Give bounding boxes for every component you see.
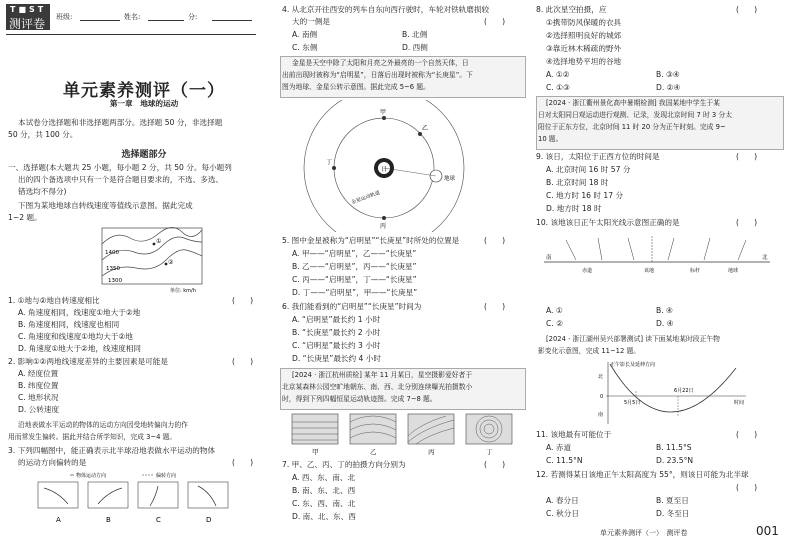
header-divider [6, 34, 256, 35]
option[interactable]: A. 经度位置 [18, 369, 59, 378]
shadow-change-figure [596, 358, 756, 428]
statement: ④选择地势平坦的谷地 [546, 57, 622, 66]
question-stem: 4. 从北京开往西安的列车自东向西行驶时，车轮对铁轨磨损较 [282, 5, 490, 14]
position-label: 丁 [326, 159, 333, 166]
option[interactable]: D. ④ [656, 319, 674, 328]
date-label: 6月22日 [674, 388, 694, 394]
answer-paren[interactable]: ( ) [232, 357, 254, 366]
option[interactable]: A. 甲——“启明星”，乙——“长庚星” [292, 249, 417, 258]
direction-label: 南 [546, 255, 552, 261]
option[interactable]: D. 地方时 18 时 [546, 204, 602, 213]
answer-paren[interactable]: ( ) [736, 218, 758, 227]
question-stem: 9. 该日，太阳位于正西方位的时间是 [536, 152, 660, 161]
option[interactable]: B. ③④ [656, 70, 680, 79]
option[interactable]: B. 北侧 [402, 30, 428, 39]
answer-paren[interactable]: ( ) [232, 296, 254, 305]
answer-paren[interactable]: ( ) [736, 5, 758, 14]
answer-paren[interactable]: ( ) [484, 302, 506, 311]
figure-label: 地球 [728, 268, 739, 274]
answer-paren[interactable]: ( ) [736, 152, 758, 161]
intro-line: 本试卷分选择题和非选择题两部分。选择题 50 分，非选择题 [18, 118, 223, 127]
option[interactable]: D. 西侧 [402, 43, 428, 52]
fig1-intro: 1~2 题。 [8, 213, 42, 222]
axis-label: 时间 [734, 400, 745, 406]
part-heading: 错选均不得分) [18, 187, 67, 196]
column-middle [276, 0, 528, 554]
option[interactable]: D. 23.5°N [656, 456, 694, 465]
option[interactable]: B. ④ [656, 306, 673, 315]
option[interactable]: B. 南、东、北、西 [292, 486, 356, 495]
deflection-figure [30, 470, 240, 528]
legend-label: 物体运动方向 [76, 473, 107, 479]
date-label: 5月5日 [624, 400, 641, 406]
section-title: 选择题部分 [121, 150, 167, 160]
option[interactable]: C. 角速度和线速度①地均大于②地 [18, 332, 133, 341]
passage: 影变化示意图，完成 11~12 题。 [538, 347, 641, 355]
option[interactable]: A. 角速度相同，线速度①地大于②地 [18, 308, 141, 317]
page-title: 单元素养测评（一） [63, 81, 225, 101]
photo-label: 丁 [486, 448, 493, 456]
option-letter[interactable]: D [206, 516, 212, 524]
passage: 10 题。 [538, 135, 563, 143]
name-blank[interactable] [148, 20, 184, 21]
option[interactable]: C. 11.5°N [546, 456, 583, 465]
option[interactable]: D. 公转速度 [18, 405, 60, 414]
option[interactable]: D. 丁——“启明星”，甲——“长庚星” [292, 288, 418, 297]
question-stem: 2. 影响①②两地线速度差异的主要因素是可能是 [8, 357, 168, 366]
question-stem: 大的一侧是 [292, 17, 330, 26]
question-stem: 5. 图中金星被称为“启明星”“长庚星”时所处的位置是 [282, 236, 460, 245]
score-label: 分: [188, 13, 198, 21]
passage: 金星是天空中除了太阳和月亮之外最亮的一个自然天体，日 [292, 59, 469, 67]
part-heading: 一、选择题(本大题共 25 小题，每小题 2 分，共 50 分。每小题列 [8, 163, 232, 172]
photo-label: 甲 [312, 448, 319, 456]
option[interactable]: A. 北京时间 16 时 57 分 [546, 165, 631, 174]
statement: ②选择照明良好的城郊 [546, 31, 622, 40]
option[interactable]: B. “长庚星”最长约 2 小时 [292, 328, 381, 337]
class-blank[interactable] [80, 20, 120, 21]
option[interactable]: A. ① [546, 306, 563, 315]
passage: [2024 · 浙江杭州质检] 某年 11 月某日，星空摄影爱好者于 [292, 371, 473, 379]
option[interactable]: C. “启明星”最长约 3 小时 [292, 341, 381, 350]
option[interactable]: B. 11.5°S [656, 443, 692, 452]
passage: 时，得到下列四幅恒星运动轨迹图。完成 7~8 题。 [282, 395, 437, 403]
intro-line: 50 分，共 100 分。 [8, 130, 78, 139]
photo-label: 丙 [428, 448, 435, 456]
question-stem: 10. 该地该日正午太阳光线示意图正确的是 [536, 218, 680, 227]
position-label: 丙 [380, 223, 387, 230]
footer-text: 单元素养测评（一） 测评卷 [600, 529, 688, 537]
unit-label: 单位: km/h [170, 288, 196, 294]
passage: 日对太阳同日观运动进行观测、记录，发现北京时间 7 时 3 分太 [538, 111, 733, 119]
option[interactable]: A. 春分日 [546, 496, 579, 505]
score-blank[interactable] [212, 20, 252, 21]
option[interactable]: B. 乙——“启明星”，丙——“长庚星” [292, 262, 417, 271]
question-stem: 6. 我们能看到的“启明星”“长庚星”时间为 [282, 302, 422, 311]
direction-label: 北 [762, 255, 768, 261]
answer-paren[interactable]: ( ) [484, 460, 506, 469]
figure-label: 标杆 [690, 268, 701, 274]
option[interactable]: C. ①③ [546, 83, 570, 92]
option-letter[interactable]: A [56, 516, 61, 524]
option[interactable]: C. ② [546, 319, 563, 328]
earth-label: 地球 [444, 176, 456, 182]
question-stem: 8. 此次星空拍摄，应 [536, 5, 607, 14]
passage: 北京某森林公园空旷地朝东、南、西、北分别连续曝光拍摄数小 [282, 383, 473, 391]
star-trail-figure [288, 412, 520, 458]
question-stem: 11. 该地最有可能位于 [536, 430, 612, 439]
question-stem: 3. 下列四幅图中，能正确表示北半球沿地表做水平运动的物体 [8, 446, 216, 455]
option-letter[interactable]: C [156, 516, 161, 524]
direction-label: 北 [598, 374, 604, 380]
option[interactable]: C. 秋分日 [546, 509, 579, 518]
option[interactable]: B. 纬度位置 [18, 381, 59, 390]
part-heading: 出的四个备选项中只有一个是符合题目要求的，不选、多选、 [18, 175, 224, 184]
question-stem: 1. ①地与②地自转速度相比 [8, 296, 100, 305]
photo-label: 乙 [370, 448, 377, 456]
answer-paren[interactable]: ( ) [484, 236, 506, 245]
question-stem: 12. 若测得某日该地正午太阳高度为 55°，则该日可能为北半球 [536, 470, 749, 479]
velocity-isoline-figure [96, 224, 206, 296]
option[interactable]: A. 西、东、南、北 [292, 473, 356, 482]
option[interactable]: C. 东侧 [292, 43, 318, 52]
option[interactable]: B. 角速度相同，线速度也相同 [18, 320, 120, 329]
name-label: 姓名: [124, 13, 141, 21]
isoline-label: 1400 [105, 250, 119, 256]
legend-label: 偏转方向 [156, 473, 177, 479]
sunlight-figure [542, 230, 782, 300]
option[interactable]: D. 角速度①地大于②地，线速度相同 [18, 344, 142, 353]
answer-paren[interactable]: ( ) [232, 458, 254, 467]
point-label: ① [156, 238, 162, 245]
logo: T■ST 测评卷 [6, 4, 50, 30]
column-left [0, 0, 265, 554]
position-label: 甲 [380, 109, 387, 116]
figure-label: 该地 [644, 268, 655, 274]
option[interactable]: D. 南、北、东、西 [292, 512, 356, 521]
passage: 阳位于正东方位，北京时间 11 时 20 分为正午时刻。完成 9~ [538, 123, 726, 131]
option[interactable]: D. ②④ [656, 83, 681, 92]
passage: [2024 · 浙江衢州景化高中暑期检测] 我国某地中学生于某 [546, 99, 720, 107]
passage: 出前出现时被称为“启明星”，日落后出现时被称为“长庚星”。下 [282, 71, 473, 79]
orbit-label: 金星运动轨道 [350, 189, 381, 206]
option[interactable]: C. 丙——“启明星”，丁——“长庚星” [292, 275, 417, 284]
direction-label: 南 [598, 412, 604, 418]
axis-origin: 0 [600, 394, 604, 400]
isoline-label: 1350 [106, 266, 120, 272]
passage: 图为地球、金星公转示意图。据此完成 5~6 题。 [282, 83, 430, 91]
answer-paren[interactable]: ( ) [484, 17, 506, 26]
option[interactable]: B. 夏至日 [656, 496, 689, 505]
option[interactable]: A. 南侧 [292, 30, 318, 39]
sun-label: 日 [381, 166, 388, 173]
answer-paren[interactable]: ( ) [736, 430, 758, 439]
option[interactable]: B. 北京时间 18 时 [546, 178, 609, 187]
statement: ③靠近林木稀疏的野外 [546, 44, 622, 53]
option[interactable]: C. 地形状况 [18, 393, 59, 402]
option-letter[interactable]: B [106, 516, 111, 524]
question-stem: 7. 甲、乙、丙、丁的拍摄方向分别为 [282, 460, 406, 469]
passage: 沿地表做水平运动的物体的运动方向因受地转偏向力的作 [18, 421, 188, 429]
figure-label: 赤道 [582, 268, 593, 274]
position-label: 乙 [422, 125, 429, 132]
column-right [536, 0, 793, 554]
option[interactable]: C. 东、西、南、北 [292, 499, 356, 508]
option[interactable]: A. “启明星”最长约 1 小时 [292, 315, 381, 324]
page-number: 001 [756, 524, 779, 538]
isoline-label: 1300 [108, 278, 122, 284]
passage: 用而常发生偏转。据此并结合所学知识，完成 3~4 题。 [8, 433, 177, 441]
passage: [2024 · 浙江湖州吴兴部署测试] 读下面某地某时段正午物 [546, 335, 720, 343]
option[interactable]: A. 赤道 [546, 443, 572, 452]
statement: ①携带防风保暖的衣具 [546, 18, 622, 27]
question-stem: 的运动方向偏转的是 [18, 458, 87, 467]
answer-paren[interactable]: ( ) [736, 483, 758, 492]
option[interactable]: C. 地方时 16 时 17 分 [546, 191, 624, 200]
class-label: 班级: [56, 13, 73, 21]
option[interactable]: D. “长庚星”最长约 4 小时 [292, 354, 381, 363]
chapter-subtitle: 第一章 地球的运动 [109, 99, 179, 108]
point-label: ② [168, 259, 174, 266]
fig1-intro: 下图为某地地球自转线速度等值线示意图。据此完成 [18, 201, 193, 210]
option[interactable]: A. ①② [546, 70, 570, 79]
option[interactable]: D. 冬至日 [656, 509, 690, 518]
axis-label: 正午影长及延伸方向 [610, 362, 656, 368]
venus-orbit-figure [300, 100, 500, 232]
